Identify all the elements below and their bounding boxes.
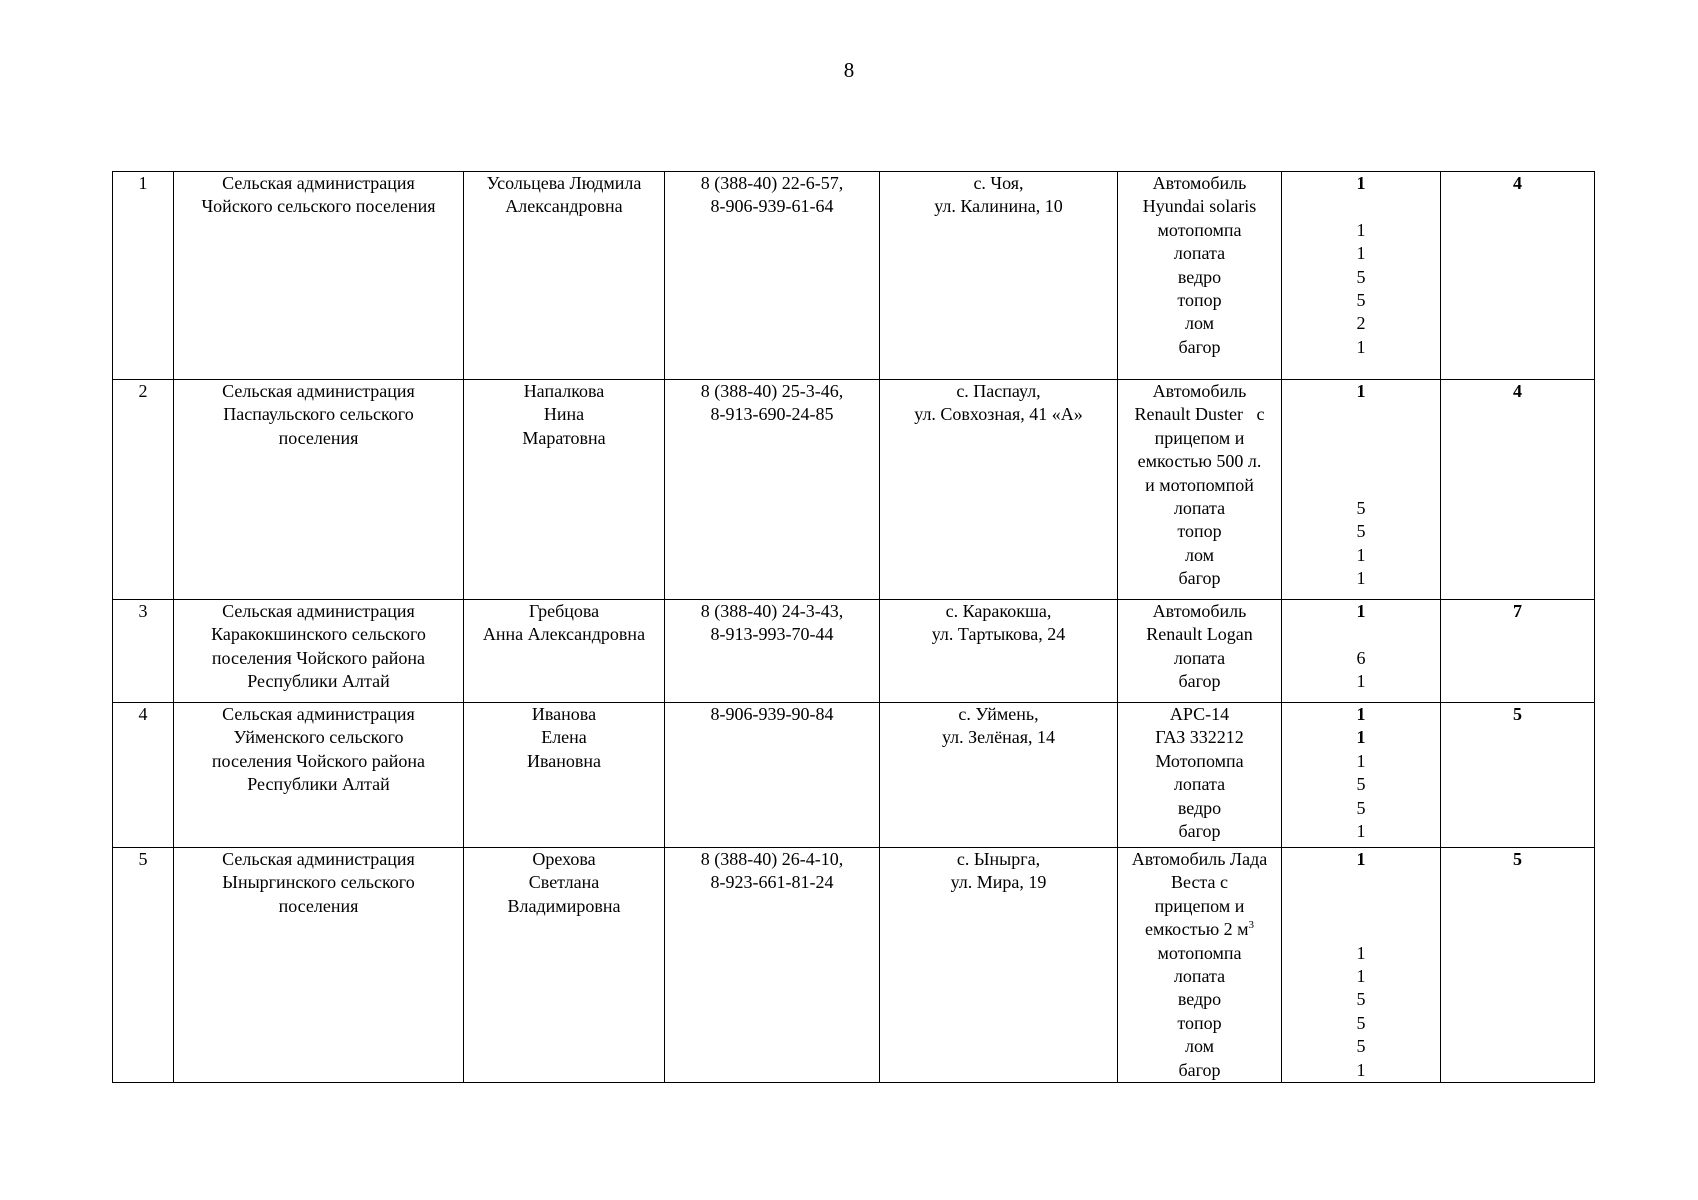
table-row — [113, 172, 1595, 380]
organization-line: Сельская администрация — [222, 704, 415, 724]
organization-line: Каракокшинского сельского — [211, 624, 426, 645]
spacer — [1284, 918, 1438, 941]
organization-line: Республики Алтай — [247, 671, 390, 692]
head-cell — [464, 380, 665, 600]
quantity-value: 1 — [1356, 942, 1366, 963]
organization-line: Паспаульского сельского — [223, 404, 414, 425]
equipment-line: багор — [1178, 1059, 1221, 1080]
head-line: Ивановна — [526, 750, 601, 771]
quantity-value: 1 — [1356, 750, 1366, 771]
people-count: 4 — [1513, 173, 1522, 193]
quantity-value: 6 — [1356, 647, 1366, 668]
row-number: 5 — [138, 849, 148, 869]
equipment-line: лом — [1184, 1036, 1215, 1057]
address-line: с. Уймень, — [958, 704, 1039, 724]
row-number-cell — [113, 172, 174, 380]
equipment-line: емкостью 500 л. — [1137, 451, 1262, 472]
head-line: Иванова — [531, 704, 597, 724]
organization-line: Уйменского сельского — [233, 727, 404, 748]
table-row — [113, 703, 1595, 848]
equipment-line: и мотопомпой — [1145, 474, 1254, 495]
equipment-cell — [1118, 600, 1282, 703]
quantity-value: 5 — [1356, 266, 1366, 287]
head-cell — [464, 703, 665, 848]
people-count: 5 — [1513, 704, 1522, 724]
quantity-value: 1 — [1356, 568, 1366, 589]
equipment-line: лопата — [1173, 243, 1226, 264]
equipment-line: Renault Duster с — [1134, 404, 1265, 425]
equipment-line: Автомобиль — [1152, 173, 1247, 193]
phone-line: 8 (388-40) 26-4-10, — [700, 849, 844, 869]
equipment-line: лом — [1184, 313, 1215, 334]
quantity-value: 1 — [1356, 704, 1366, 724]
head-cell — [464, 172, 665, 380]
quantity-value: 1 — [1356, 821, 1366, 842]
phone-cell — [665, 380, 880, 600]
equipment-line-with-sup — [1120, 918, 1279, 941]
head-line: Нина — [543, 404, 585, 425]
phone-line: 8-913-993-70-44 — [710, 624, 834, 645]
head-line: Напалкова — [523, 381, 605, 401]
resources-table — [112, 171, 1595, 1083]
quantity-value: 5 — [1356, 521, 1366, 542]
quantity-cell — [1282, 600, 1441, 703]
equipment-line: прицепом и — [1154, 427, 1245, 448]
equipment-line: топор — [1177, 521, 1222, 542]
quantity-value: 1 — [1356, 381, 1366, 401]
head-line: Орехова — [532, 849, 596, 869]
organization-line: поселения — [278, 427, 359, 448]
organization-line: поселения Чойского района — [211, 750, 426, 771]
quantity-value: 5 — [1356, 774, 1366, 795]
equipment-line: лопата — [1173, 647, 1226, 668]
quantity-value: 1 — [1356, 219, 1366, 240]
equipment-line: топор — [1177, 1012, 1222, 1033]
equipment-line: ведро — [1177, 797, 1222, 818]
row-number-cell — [113, 848, 174, 1083]
table-row — [113, 848, 1595, 1083]
equipment-cell — [1118, 848, 1282, 1083]
phone-line: 8-913-690-24-85 — [710, 404, 834, 425]
address-line: ул. Калинина, 10 — [934, 196, 1063, 217]
address-cell — [880, 848, 1118, 1083]
table-body — [113, 172, 1595, 1083]
row-number: 4 — [138, 704, 148, 724]
address-cell — [880, 380, 1118, 600]
organization-line: Сельская администрация — [222, 173, 415, 193]
quantity-value: 1 — [1356, 849, 1366, 869]
address-cell — [880, 600, 1118, 703]
quantity-value: 1 — [1356, 544, 1366, 565]
phone-cell — [665, 172, 880, 380]
head-line: Владимировна — [507, 895, 621, 916]
spacer — [1284, 474, 1438, 497]
quantity-value: 5 — [1356, 1012, 1366, 1033]
equipment-line: багор — [1178, 568, 1221, 589]
address-line: с. Паспаул, — [956, 381, 1041, 401]
spacer — [1284, 403, 1438, 426]
spacer — [1284, 871, 1438, 894]
equipment-line: Автомобиль — [1152, 381, 1247, 401]
phone-cell — [665, 703, 880, 848]
organization-line: поселения Чойского района — [211, 647, 426, 668]
equipment-line: мотопомпа — [1157, 942, 1242, 963]
phone-cell — [665, 848, 880, 1083]
head-line: Гребцова — [528, 601, 600, 621]
equipment-cell — [1118, 703, 1282, 848]
equipment-line: багор — [1178, 671, 1221, 692]
row-number-cell — [113, 600, 174, 703]
table-row — [113, 380, 1595, 600]
people-cell — [1441, 380, 1595, 600]
organization-cell — [174, 703, 464, 848]
equipment-line: Мотопомпа — [1155, 750, 1244, 771]
row-number: 1 — [138, 173, 148, 193]
address-cell — [880, 172, 1118, 380]
equipment-line: лопата — [1173, 774, 1226, 795]
equipment-line: лом — [1184, 544, 1215, 565]
quantity-cell — [1282, 703, 1441, 848]
organization-line: Чойского сельского поселения — [201, 196, 436, 217]
phone-line: 8-923-661-81-24 — [710, 872, 834, 893]
quantity-value: 1 — [1356, 727, 1366, 748]
equipment-cell — [1118, 380, 1282, 600]
quantity-value: 5 — [1356, 497, 1366, 518]
spacer — [1284, 895, 1438, 918]
head-line: Светлана — [528, 872, 600, 893]
equipment-line: Автомобиль Лада — [1131, 849, 1268, 869]
row-number-cell — [113, 380, 174, 600]
phone-line: 8 (388-40) 22-6-57, — [700, 173, 844, 193]
equipment-line: багор — [1178, 821, 1221, 842]
quantity-value: 1 — [1356, 173, 1366, 193]
quantity-value: 5 — [1356, 989, 1366, 1010]
equipment-line: мотопомпа — [1157, 219, 1242, 240]
organization-line: поселения — [278, 895, 359, 916]
address-line: с. Каракокша, — [945, 601, 1052, 621]
head-cell — [464, 848, 665, 1083]
equipment-superscript: 3 — [1248, 919, 1255, 932]
head-line: Александровна — [505, 196, 623, 217]
phone-line: 8 (388-40) 25-3-46, — [700, 381, 844, 401]
equipment-line: ведро — [1177, 266, 1222, 287]
spacer — [1284, 623, 1438, 646]
quantity-value: 5 — [1356, 290, 1366, 311]
phone-line: 8-906-939-61-64 — [710, 196, 834, 217]
organization-cell — [174, 172, 464, 380]
organization-line: Сельская администрация — [222, 381, 415, 401]
quantity-value: 5 — [1356, 1036, 1366, 1057]
spacer — [1284, 427, 1438, 450]
people-count: 7 — [1513, 601, 1522, 621]
equipment-line: ГАЗ 332212 — [1155, 727, 1244, 748]
equipment-line: ведро — [1177, 989, 1222, 1010]
quantity-value: 1 — [1356, 965, 1366, 986]
organization-line: Ыныргинского сельского — [222, 872, 415, 893]
address-line: ул. Зелёная, 14 — [941, 727, 1056, 748]
table-row — [113, 600, 1595, 703]
address-line: с. Чоя, — [973, 173, 1024, 193]
quantity-value: 1 — [1356, 1059, 1366, 1080]
row-number: 3 — [138, 601, 148, 621]
address-line: с. Ыныргa, — [956, 849, 1041, 869]
address-line: ул. Мира, 19 — [950, 872, 1047, 893]
organization-cell — [174, 380, 464, 600]
equipment-line: багор — [1178, 336, 1221, 357]
people-cell — [1441, 600, 1595, 703]
quantity-value: 5 — [1356, 797, 1366, 818]
address-cell — [880, 703, 1118, 848]
phone-line: 8 (388-40) 24-3-43, — [700, 601, 844, 621]
row-number: 2 — [138, 381, 148, 401]
quantity-cell — [1282, 380, 1441, 600]
head-line: Маратовна — [522, 427, 606, 448]
organization-cell — [174, 848, 464, 1083]
address-line: ул. Совхозная, 41 «А» — [914, 404, 1083, 425]
quantity-cell — [1282, 172, 1441, 380]
phone-cell — [665, 600, 880, 703]
equipment-line: лопата — [1173, 966, 1226, 987]
quantity-cell — [1282, 848, 1441, 1083]
equipment-cell — [1118, 172, 1282, 380]
organization-line: Сельская администрация — [222, 601, 415, 621]
organization-line: Сельская администрация — [222, 849, 415, 869]
people-count: 4 — [1513, 381, 1522, 401]
equipment-line: Hyundai solaris — [1142, 196, 1257, 217]
equipment-line: лопата — [1173, 498, 1226, 519]
row-number-cell — [113, 703, 174, 848]
address-line: ул. Тартыкова, 24 — [931, 624, 1066, 645]
people-cell — [1441, 172, 1595, 380]
head-line: Усольцева Людмила — [486, 173, 642, 193]
head-line: Анна Александровна — [482, 624, 646, 645]
people-cell — [1441, 848, 1595, 1083]
spacer — [1284, 450, 1438, 473]
equipment-line: емкостью 2 м — [1144, 919, 1249, 940]
equipment-line: Веста с — [1171, 872, 1228, 893]
phone-line: 8-906-939-90-84 — [710, 704, 834, 724]
spacer — [1284, 195, 1438, 218]
quantity-value: 1 — [1356, 243, 1366, 264]
people-count: 5 — [1513, 849, 1522, 869]
equipment-line: Автомобиль — [1152, 601, 1247, 621]
page-number: 8 — [843, 58, 855, 82]
organization-line: Республики Алтай — [247, 774, 390, 795]
organization-cell — [174, 600, 464, 703]
equipment-line: топор — [1177, 290, 1222, 311]
head-line: Елена — [541, 727, 587, 748]
equipment-line: АРС-14 — [1169, 704, 1230, 724]
quantity-value: 1 — [1356, 336, 1366, 357]
quantity-value: 1 — [1356, 601, 1366, 621]
quantity-value: 2 — [1356, 313, 1366, 334]
equipment-line: прицепом и — [1154, 895, 1245, 916]
head-cell — [464, 600, 665, 703]
people-cell — [1441, 703, 1595, 848]
equipment-line: Renault Logan — [1146, 624, 1253, 645]
quantity-value: 1 — [1356, 671, 1366, 692]
